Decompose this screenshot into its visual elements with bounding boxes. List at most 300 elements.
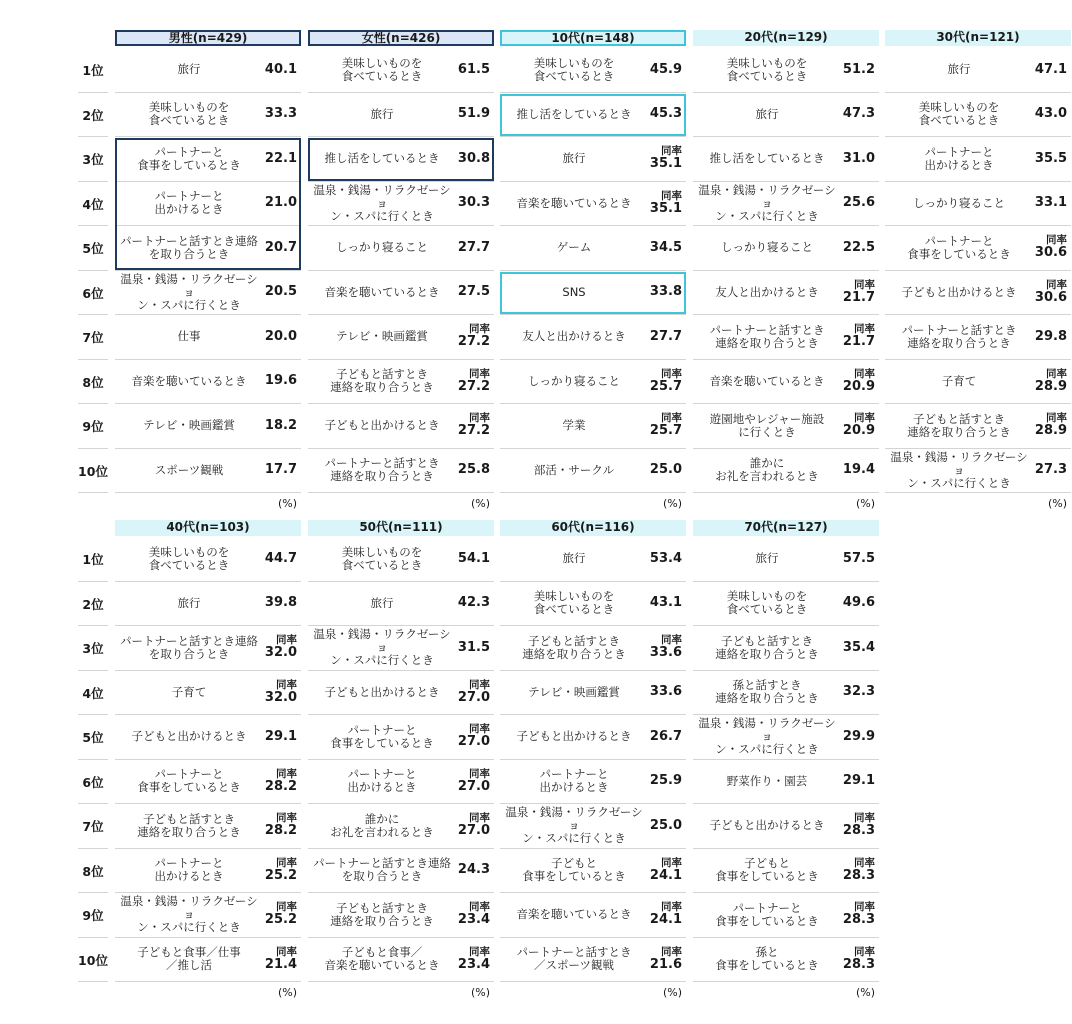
rank-divider (78, 225, 108, 226)
value-label: 33.6 (649, 684, 682, 700)
row-value (650, 626, 682, 670)
rank-label: 4位 (82, 196, 104, 212)
table-row (500, 182, 686, 227)
value-label: 27.0 (457, 734, 490, 750)
tie-label: 同率 (469, 412, 490, 425)
row-value (265, 360, 297, 404)
tie-label: 同率 (276, 767, 297, 780)
value-label: 33.6 (649, 645, 682, 661)
row-value (650, 404, 682, 448)
table-row (308, 93, 494, 138)
row-value (843, 804, 875, 848)
value-label: 24.1 (649, 867, 682, 883)
row-label: パートナーと 出かけるとき (539, 767, 609, 795)
rank-label: 2位 (82, 596, 104, 612)
value-label: 54.1 (457, 550, 490, 566)
table-row (115, 226, 301, 271)
value-label: 28.2 (264, 823, 297, 839)
row-label: 旅行 (177, 62, 201, 77)
table-row (308, 671, 494, 716)
rank-divider (78, 581, 108, 582)
row-value (843, 226, 875, 270)
row-label: SNS (562, 284, 586, 299)
tie-label: 同率 (1046, 367, 1067, 380)
rank-divider (78, 803, 108, 804)
row-value (265, 137, 297, 181)
row-value (843, 537, 875, 581)
row-value (650, 182, 682, 226)
row-value (265, 893, 297, 937)
value-label: 25.7 (649, 423, 682, 439)
value-label: 30.3 (457, 195, 490, 211)
table-row (115, 315, 301, 360)
row-label: 推し活をしているとき (709, 151, 825, 166)
row-value (1035, 226, 1067, 270)
value-label: 28.3 (842, 823, 875, 839)
value-label: 33.3 (264, 106, 297, 122)
tie-label: 同率 (854, 412, 875, 425)
row-label: 孫と 食事をしているとき (715, 945, 819, 973)
row-label: 子育て (171, 684, 207, 699)
row-value (458, 404, 490, 448)
row-value (265, 760, 297, 804)
table-row (693, 582, 879, 627)
table-row (500, 760, 686, 805)
value-label: 25.9 (649, 773, 682, 789)
table-row (308, 226, 494, 271)
value-label: 26.7 (649, 728, 682, 744)
row-value (458, 182, 490, 226)
unit-label: (%) (662, 497, 682, 510)
row-value (265, 849, 297, 893)
table-row (500, 315, 686, 360)
value-label: 27.7 (457, 239, 490, 255)
table-row (308, 804, 494, 849)
row-value (458, 315, 490, 359)
row-label: テレビ・映画鑑賞 (528, 684, 620, 699)
table-row (885, 404, 1071, 449)
row-label: 子どもと出かけるとき (324, 684, 440, 699)
row-label: 温泉・銭湯・リラクゼーショ ン・スパに行くとき (698, 716, 836, 757)
value-label: 28.3 (842, 956, 875, 972)
rank-label: 5位 (82, 241, 104, 257)
row-label: 美味しいものを 食べているとき (341, 544, 423, 572)
row-value (1035, 93, 1067, 137)
row-label: 音楽を聴いているとき (131, 373, 247, 388)
table-row (115, 537, 301, 582)
row-label: 子どもと食事／仕事 ／推し活 (137, 945, 241, 973)
value-label: 33.8 (649, 284, 682, 300)
rank-divider (78, 981, 108, 982)
row-value (458, 626, 490, 670)
row-label: 誰かに お礼を言われるとき (330, 811, 434, 839)
row-label: 温泉・銭湯・リラクゼーショ ン・スパに行くとき (698, 182, 836, 223)
table-row (308, 938, 494, 983)
table-row (115, 449, 301, 494)
table-row (885, 93, 1071, 138)
value-label: 20.5 (264, 284, 297, 300)
row-label: 温泉・銭湯・リラクゼーショ ン・スパに行くとき (120, 271, 258, 312)
row-label: パートナーと 食事をしているとき (137, 144, 241, 172)
row-value (265, 715, 297, 759)
unit-label: (%) (662, 986, 682, 999)
row-label: 子どもと話すとき 連絡を取り合うとき (137, 811, 241, 839)
value-label: 22.1 (264, 150, 297, 166)
row-label: 音楽を聴いているとき (709, 373, 825, 388)
tie-label: 同率 (854, 945, 875, 958)
tie-label: 同率 (469, 323, 490, 336)
row-value (458, 938, 490, 982)
value-label: 40.1 (264, 61, 297, 77)
table-row (693, 626, 879, 671)
table-row (115, 626, 301, 671)
table-row (115, 48, 301, 93)
rank-divider (78, 314, 108, 315)
row-value (458, 715, 490, 759)
table-header: 男性(n=429) (115, 30, 301, 46)
unit-label: (%) (855, 497, 875, 510)
rank-divider (78, 670, 108, 671)
row-value (458, 760, 490, 804)
row-value (843, 938, 875, 982)
table-row (693, 315, 879, 360)
value-label: 24.1 (649, 912, 682, 928)
value-label: 61.5 (457, 61, 490, 77)
row-label: 美味しいものを 食べているとき (918, 100, 1000, 128)
row-value (458, 849, 490, 893)
value-label: 27.7 (649, 328, 682, 344)
rank-divider (78, 136, 108, 137)
row-value (650, 537, 682, 581)
tie-label: 同率 (854, 901, 875, 914)
row-value (650, 804, 682, 848)
row-label: 温泉・銭湯・リラクゼーショ ン・スパに行くとき (313, 627, 451, 668)
unit-label: (%) (470, 986, 490, 999)
row-value (458, 449, 490, 493)
row-label: 孫と話すとき 連絡を取り合うとき (715, 678, 819, 706)
row-label: 美味しいものを 食べているとき (533, 55, 615, 83)
rank-divider (78, 892, 108, 893)
value-label: 21.7 (842, 334, 875, 350)
row-value (458, 582, 490, 626)
table-row (308, 626, 494, 671)
table-row (500, 137, 686, 182)
row-label: パートナーと話すとき 連絡を取り合うとき (901, 322, 1017, 350)
table-row (115, 93, 301, 138)
value-label: 27.0 (457, 778, 490, 794)
value-label: 20.0 (264, 328, 297, 344)
tie-label: 同率 (854, 812, 875, 825)
rank-divider (78, 759, 108, 760)
table-row (885, 137, 1071, 182)
rank-label: 8位 (82, 374, 104, 390)
value-label: 28.9 (1034, 423, 1067, 439)
row-label: 旅行 (755, 106, 779, 121)
tie-label: 同率 (854, 323, 875, 336)
rank-label: 6位 (82, 774, 104, 790)
row-label: しっかり寝ること (721, 240, 813, 255)
table-row (693, 48, 879, 93)
tie-label: 同率 (854, 278, 875, 291)
tie-label: 同率 (661, 634, 682, 647)
value-label: 29.1 (264, 728, 297, 744)
table-row (115, 804, 301, 849)
row-value (458, 893, 490, 937)
value-label: 27.0 (457, 689, 490, 705)
row-label: しっかり寝ること (528, 373, 620, 388)
value-label: 25.2 (264, 867, 297, 883)
row-label: 仕事 (177, 329, 201, 344)
table-row (308, 137, 494, 182)
table-row (500, 582, 686, 627)
table-row (693, 449, 879, 494)
row-label: 旅行 (370, 595, 394, 610)
value-label: 25.6 (842, 195, 875, 211)
row-label: 温泉・銭湯・リラクゼーショ ン・スパに行くとき (313, 182, 451, 223)
value-label: 34.5 (649, 239, 682, 255)
value-label: 47.1 (1034, 61, 1067, 77)
table-row (693, 137, 879, 182)
tie-label: 同率 (276, 856, 297, 869)
rank-divider (78, 92, 108, 93)
row-value (843, 271, 875, 315)
unit-label: (%) (277, 497, 297, 510)
row-value (458, 93, 490, 137)
row-label: パートナーと 食事をしているとき (137, 767, 241, 795)
row-value (265, 404, 297, 448)
tie-label: 同率 (469, 767, 490, 780)
unit-label: (%) (855, 986, 875, 999)
tie-label: 同率 (469, 723, 490, 736)
row-label: 美味しいものを 食べているとき (726, 589, 808, 617)
value-label: 32.3 (842, 684, 875, 700)
row-label: 子どもと出かけるとき (709, 818, 825, 833)
value-label: 21.4 (264, 956, 297, 972)
row-label: 旅行 (947, 62, 971, 77)
row-label: 子どもと話すとき 連絡を取り合うとき (330, 367, 434, 395)
value-label: 43.0 (1034, 106, 1067, 122)
row-label: 旅行 (370, 106, 394, 121)
value-label: 30.6 (1034, 289, 1067, 305)
value-label: 20.9 (842, 378, 875, 394)
tie-label: 同率 (661, 145, 682, 158)
row-value (650, 315, 682, 359)
value-label: 43.1 (649, 595, 682, 611)
row-label: 旅行 (562, 151, 586, 166)
rank-label: 3位 (82, 641, 104, 657)
table-row (500, 271, 686, 316)
row-value (650, 226, 682, 270)
unit-label: (%) (470, 497, 490, 510)
value-label: 27.2 (457, 334, 490, 350)
value-label: 28.3 (842, 912, 875, 928)
row-label: 美味しいものを 食べているとき (341, 55, 423, 83)
value-label: 32.0 (264, 645, 297, 661)
row-label: 友人と出かけるとき (715, 284, 819, 299)
row-label: 推し活をしているとき (324, 151, 440, 166)
value-label: 30.8 (457, 150, 490, 166)
table-row (693, 849, 879, 894)
table-row (693, 804, 879, 849)
row-value (265, 582, 297, 626)
value-label: 19.4 (842, 462, 875, 478)
row-label: 子育て (941, 373, 977, 388)
unit-label: (%) (277, 986, 297, 999)
rank-divider (78, 181, 108, 182)
value-label: 53.4 (649, 550, 682, 566)
tie-label: 同率 (661, 901, 682, 914)
table-row (308, 271, 494, 316)
tie-label: 同率 (469, 367, 490, 380)
value-label: 51.2 (842, 61, 875, 77)
row-label: 美味しいものを 食べているとき (148, 544, 230, 572)
row-value (458, 804, 490, 848)
table-row (500, 804, 686, 849)
row-value (843, 315, 875, 359)
table-row (308, 449, 494, 494)
row-value (265, 671, 297, 715)
value-label: 29.9 (842, 728, 875, 744)
value-label: 39.8 (264, 595, 297, 611)
row-label: スポーツ観戦 (154, 462, 224, 477)
table-header: 40代(n=103) (115, 520, 301, 536)
row-label: テレビ・映画鑑賞 (143, 418, 235, 433)
value-label: 35.1 (649, 200, 682, 216)
row-value (265, 537, 297, 581)
rank-label: 1位 (82, 63, 104, 79)
table-row (500, 226, 686, 271)
row-value (843, 849, 875, 893)
table-row (115, 760, 301, 805)
table-row (693, 404, 879, 449)
row-value (265, 449, 297, 493)
value-label: 21.6 (649, 956, 682, 972)
tie-label: 同率 (661, 856, 682, 869)
row-value (458, 48, 490, 92)
table-row (500, 715, 686, 760)
rank-label: 7位 (82, 330, 104, 346)
row-value (265, 48, 297, 92)
row-label: パートナーと 出かけるとき (154, 856, 224, 884)
table-row (308, 715, 494, 760)
value-label: 49.6 (842, 595, 875, 611)
row-label: 子どもと話すとき 連絡を取り合うとき (715, 633, 819, 661)
rank-label: 10位 (78, 463, 108, 479)
row-value (843, 582, 875, 626)
table-header: 20代(n=129) (693, 30, 879, 46)
row-label: 子どもと話すとき 連絡を取り合うとき (522, 633, 626, 661)
rank-label: 2位 (82, 107, 104, 123)
table-row (115, 715, 301, 760)
table-row (885, 271, 1071, 316)
table-row (115, 893, 301, 938)
tie-label: 同率 (661, 367, 682, 380)
row-label: パートナーと 出かけるとき (924, 144, 994, 172)
tie-label: 同率 (661, 412, 682, 425)
table-row (693, 893, 879, 938)
row-value (843, 182, 875, 226)
row-label: パートナーと 食事をしているとき (715, 900, 819, 928)
row-value (265, 804, 297, 848)
tie-label: 同率 (469, 678, 490, 691)
row-label: 誰かに お礼を言われるとき (715, 456, 819, 484)
row-value (843, 626, 875, 670)
tie-label: 同率 (1046, 234, 1067, 247)
rank-label: 6位 (82, 285, 104, 301)
value-label: 45.9 (649, 61, 682, 77)
value-label: 57.5 (842, 550, 875, 566)
row-value (650, 449, 682, 493)
tie-label: 同率 (276, 678, 297, 691)
table-row (885, 182, 1071, 227)
row-value (1035, 48, 1067, 92)
row-label: 子どもと出かけるとき (516, 729, 632, 744)
rank-divider (78, 270, 108, 271)
table-row (693, 182, 879, 227)
value-label: 27.2 (457, 423, 490, 439)
row-label: 旅行 (562, 551, 586, 566)
row-value (650, 893, 682, 937)
row-value (650, 93, 682, 137)
rank-divider (78, 359, 108, 360)
table-row (500, 537, 686, 582)
unit-label: (%) (1047, 497, 1067, 510)
row-value (265, 93, 297, 137)
rank-label: 9位 (82, 419, 104, 435)
value-label: 21.0 (264, 195, 297, 211)
table-row (500, 849, 686, 894)
rank-divider (78, 448, 108, 449)
row-label: パートナーと話すとき 連絡を取り合うとき (324, 456, 440, 484)
row-value (843, 93, 875, 137)
row-label: 子どもと 食事をしているとき (522, 856, 626, 884)
table-row (693, 938, 879, 983)
row-label: パートナーと話すとき 連絡を取り合うとき (709, 322, 825, 350)
row-label: パートナーと話すとき連絡 を取り合うとき (120, 633, 258, 661)
value-label: 33.1 (1034, 195, 1067, 211)
row-value (650, 271, 682, 315)
value-label: 23.4 (457, 956, 490, 972)
row-value (265, 626, 297, 670)
row-value (265, 315, 297, 359)
row-label: 子どもと 食事をしているとき (715, 856, 819, 884)
row-value (458, 271, 490, 315)
row-label: 推し活をしているとき (516, 106, 632, 121)
table-row (308, 849, 494, 894)
tie-label: 同率 (854, 367, 875, 380)
row-value (265, 271, 297, 315)
value-label: 47.3 (842, 106, 875, 122)
tie-label: 同率 (1046, 412, 1067, 425)
table-row (693, 760, 879, 805)
tie-label: 同率 (469, 945, 490, 958)
table-row (115, 404, 301, 449)
row-label: 子どもと話すとき 連絡を取り合うとき (330, 900, 434, 928)
row-label: しっかり寝ること (336, 240, 428, 255)
rank-label: 7位 (82, 819, 104, 835)
rank-divider (78, 714, 108, 715)
row-label: 温泉・銭湯・リラクゼーショ ン・スパに行くとき (505, 805, 643, 846)
tie-label: 同率 (1046, 278, 1067, 291)
row-label: テレビ・映画鑑賞 (336, 329, 428, 344)
row-label: パートナーと話すとき連絡 を取り合うとき (313, 856, 451, 884)
table-row (885, 226, 1071, 271)
rank-label: 5位 (82, 730, 104, 746)
row-label: ゲーム (556, 240, 592, 255)
tie-label: 同率 (276, 812, 297, 825)
value-label: 25.0 (649, 462, 682, 478)
value-label: 51.9 (457, 106, 490, 122)
